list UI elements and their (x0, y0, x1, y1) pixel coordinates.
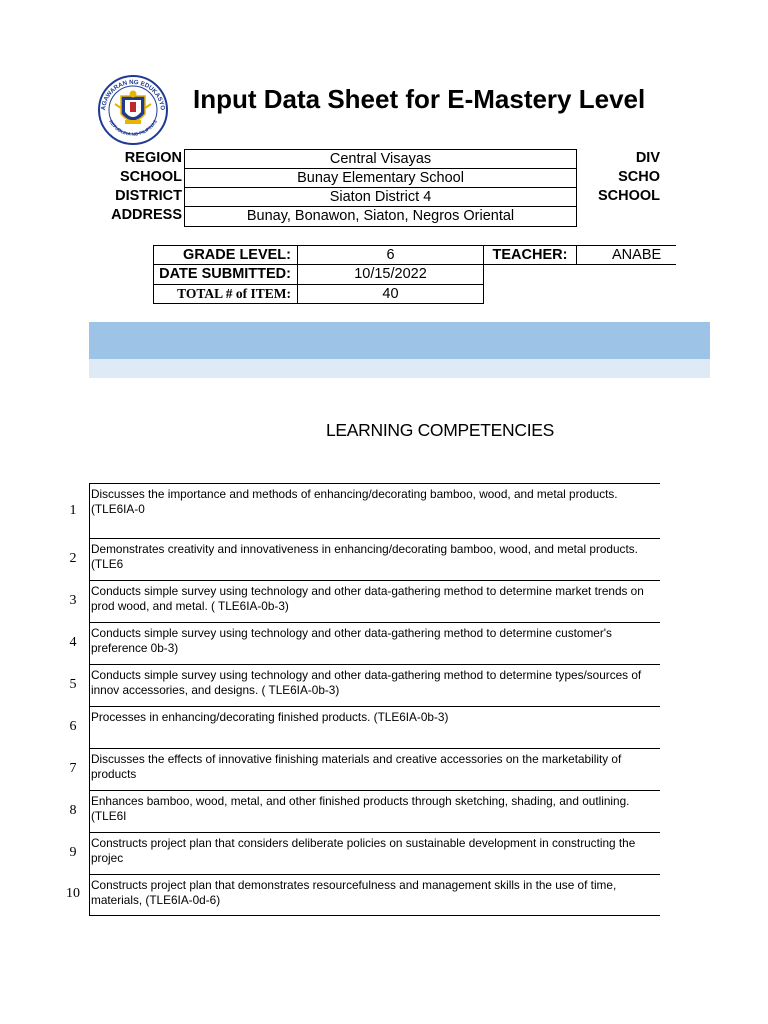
competency-text: Discusses the importance and methods of enhancing/decorating bamboo, wood, and metal products. (TLE6IA-0 (91, 487, 618, 516)
date-submitted-field[interactable]: 10/15/2022 (297, 264, 484, 285)
competency-number: 3 (69, 593, 77, 608)
competency-number: 7 (69, 761, 77, 776)
header-band-light (89, 359, 710, 378)
competency-text: Conducts simple survey using technology and other data-gathering method to determine market trends on prod wood, and metal. ( TLE6IA-0b-3) (91, 584, 644, 613)
competency-row[interactable] (89, 483, 660, 538)
page-title: Input Data Sheet for E-Mastery Level (193, 84, 646, 114)
competency-text: Enhances bamboo, wood, metal, and other finished products through sketching, shading, and outlining. (TLE6I (91, 794, 630, 823)
competency-row[interactable] (89, 874, 660, 915)
competency-row[interactable] (89, 622, 660, 664)
competency-row[interactable] (89, 706, 660, 748)
district-field[interactable]: Siaton District 4 (184, 187, 577, 207)
competency-row[interactable] (89, 832, 660, 874)
total-items-field[interactable]: 40 (297, 284, 484, 304)
grade-level-label: GRADE LEVEL: (153, 245, 298, 265)
district-label: DISTRICT (115, 188, 182, 204)
grade-level-field[interactable]: 6 (297, 245, 484, 265)
total-items-label: TOTAL # of ITEM: (153, 284, 298, 304)
competency-text: Demonstrates creativity and innovativeness in enhancing/decorating bamboo, wood, and metal products. (TLE6 (91, 542, 638, 571)
school-head-label: SCHOOL (597, 188, 660, 204)
competency-row[interactable] (89, 580, 660, 622)
competency-text: Constructs project plan that considers deliberate policies on sustainable development in constructing the projec (91, 836, 636, 865)
competency-row[interactable] (89, 538, 660, 580)
competency-number: 10 (66, 886, 80, 901)
address-label: ADDRESS (111, 207, 182, 223)
region-field[interactable]: Central Visayas (184, 149, 577, 169)
competency-text: Conducts simple survey using technology and other data-gathering method to determine types/sources of innov accessories, and designs. ( TLE6IA-0b-3) (91, 668, 642, 697)
competency-number: 5 (69, 677, 77, 692)
division-label: DIV (635, 150, 660, 166)
region-label: REGION (124, 150, 182, 166)
table-bottom-border (89, 915, 660, 916)
teacher-field[interactable]: ANABE (576, 245, 676, 265)
svg-text:REPUBLIKA NG PILIPINAS: REPUBLIKA NG PILIPINAS (108, 119, 158, 137)
school-id-label: SCHO (618, 169, 660, 185)
address-field[interactable]: Bunay, Bonawon, Siaton, Negros Oriental (184, 206, 577, 227)
competency-text: Discusses the effects of innovative finishing materials and creative accessories on the marketability of products (91, 752, 622, 781)
competency-row[interactable] (89, 790, 660, 832)
teacher-label: TEACHER: (483, 245, 577, 265)
competency-text: Conducts simple survey using technology and other data-gathering method to determine customer's preference 0b-3) (91, 626, 612, 655)
learning-competencies-title: LEARNING COMPETENCIES (325, 420, 555, 440)
competency-number: 2 (69, 551, 77, 566)
header-band-dark (89, 322, 710, 359)
competency-number: 8 (69, 803, 77, 818)
competency-text: Processes in enhancing/decorating finished products. (TLE6IA-0b-3) (91, 710, 449, 724)
competency-number: 6 (69, 719, 77, 734)
competency-text: Constructs project plan that demonstrates resourcefulness and management skills in the use of time, materials, (TLE6IA-0d-6) (91, 878, 617, 907)
competency-row[interactable] (89, 664, 660, 706)
deped-seal-logo (95, 74, 171, 146)
school-label: SCHOOL (119, 169, 182, 185)
school-field[interactable]: Bunay Elementary School (184, 168, 577, 188)
competency-number: 4 (69, 635, 77, 650)
svg-text:KAGAWARAN NG EDUKASYON: AGAWARAN NG EDUKASYO (99, 78, 167, 111)
competency-number: 9 (69, 845, 77, 860)
date-submitted-label: DATE SUBMITTED: (153, 264, 298, 285)
competency-row[interactable] (89, 748, 660, 790)
competency-number: 1 (69, 503, 77, 518)
